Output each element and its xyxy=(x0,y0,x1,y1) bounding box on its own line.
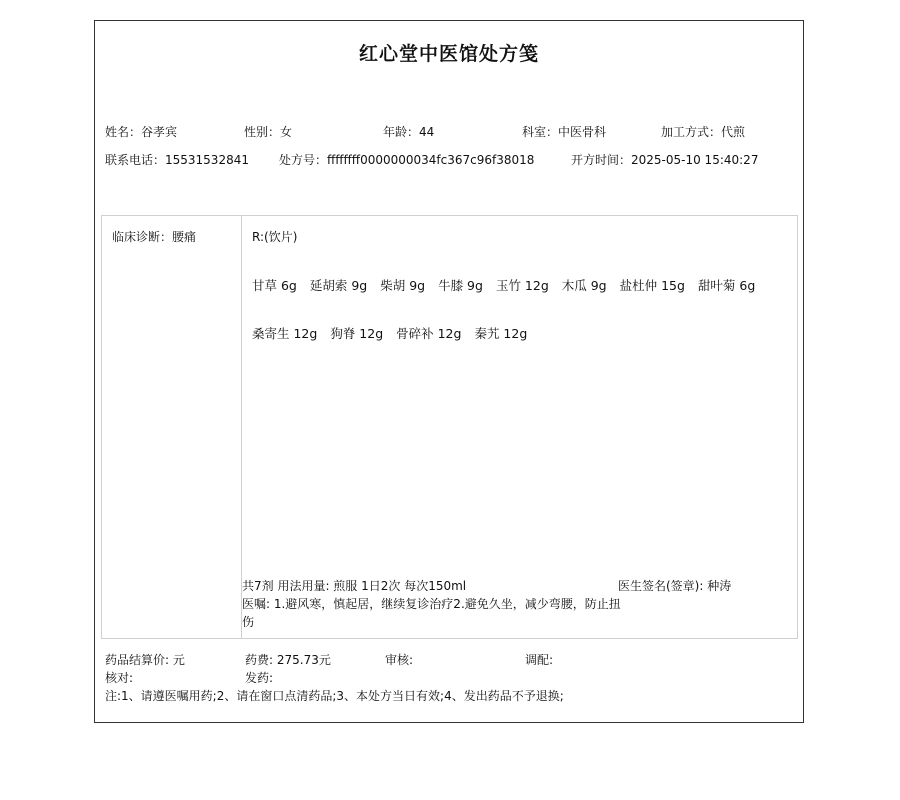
issue-drug-field: 发药: xyxy=(245,671,274,685)
panel-divider xyxy=(241,216,242,638)
patient-age: 年龄：44 xyxy=(383,125,435,139)
herb-item: 桑寄生 12g xyxy=(252,326,318,341)
herb-list-line-2 xyxy=(252,324,536,342)
herb-item: 木瓜 9g xyxy=(561,278,607,293)
medical-advice: 医嘱: 1.避风寒，慎起居，继续复诊治疗2.避免久坐，减少弯腰，防止扭伤 xyxy=(242,597,621,629)
patient-gender: 性别：女 xyxy=(244,125,293,139)
clinical-diagnosis: 临床诊断：腰痛 xyxy=(112,230,197,244)
herb-item: 甘草 6g xyxy=(252,278,297,293)
doctor-signature: 医生签名(签章): 种涛 xyxy=(618,579,732,593)
usage-dosage: 共7剂 用法用量: 煎服 1日2次 每次150ml xyxy=(242,579,467,593)
review-field: 审核: xyxy=(385,653,414,667)
herb-item: 盐杜仲 15g xyxy=(619,278,685,293)
herb-item: 玉竹 12g xyxy=(495,278,549,293)
herb-item: 牛膝 9g xyxy=(438,278,483,293)
document-title: 红心堂中医馆处方笺 xyxy=(358,43,539,65)
herb-item: 柴胡 9g xyxy=(380,278,426,293)
issue-time: 开方时间：2025-05-10 15:40:27 xyxy=(571,153,759,167)
processing-method: 加工方式：代煎 xyxy=(661,125,746,139)
herb-list-line-1 xyxy=(252,276,764,294)
footer-notes: 注:1、请遵医嘱用药;2、请在窗口点清药品;3、本处方当日有效;4、发出药品不予退换; xyxy=(105,689,564,703)
prescription-panel xyxy=(101,215,798,639)
department: 科室：中医骨科 xyxy=(522,125,607,139)
herb-item: 延胡索 9g xyxy=(309,278,368,293)
herb-item: 甜叶菊 6g xyxy=(697,278,756,293)
herb-item: 狗脊 12g xyxy=(330,326,384,341)
herb-item: 秦艽 12g xyxy=(474,326,528,341)
contact-phone: 联系电话：15531532841 xyxy=(105,153,249,167)
settlement-price: 药品结算价: 元 xyxy=(105,653,185,667)
rx-label: R:(饮片) xyxy=(252,230,298,244)
patient-name: 姓名：谷孝宾 xyxy=(105,125,178,139)
prescription-number: 处方号：ffffffff0000000034fc367c96f38018 xyxy=(279,153,535,167)
herb-item: 骨碎补 12g xyxy=(396,326,462,341)
drug-fee: 药费: 275.73元 xyxy=(245,653,331,667)
prescription-sheet xyxy=(94,20,804,723)
check-field: 核对: xyxy=(105,671,134,685)
dispense-field: 调配: xyxy=(525,653,554,667)
